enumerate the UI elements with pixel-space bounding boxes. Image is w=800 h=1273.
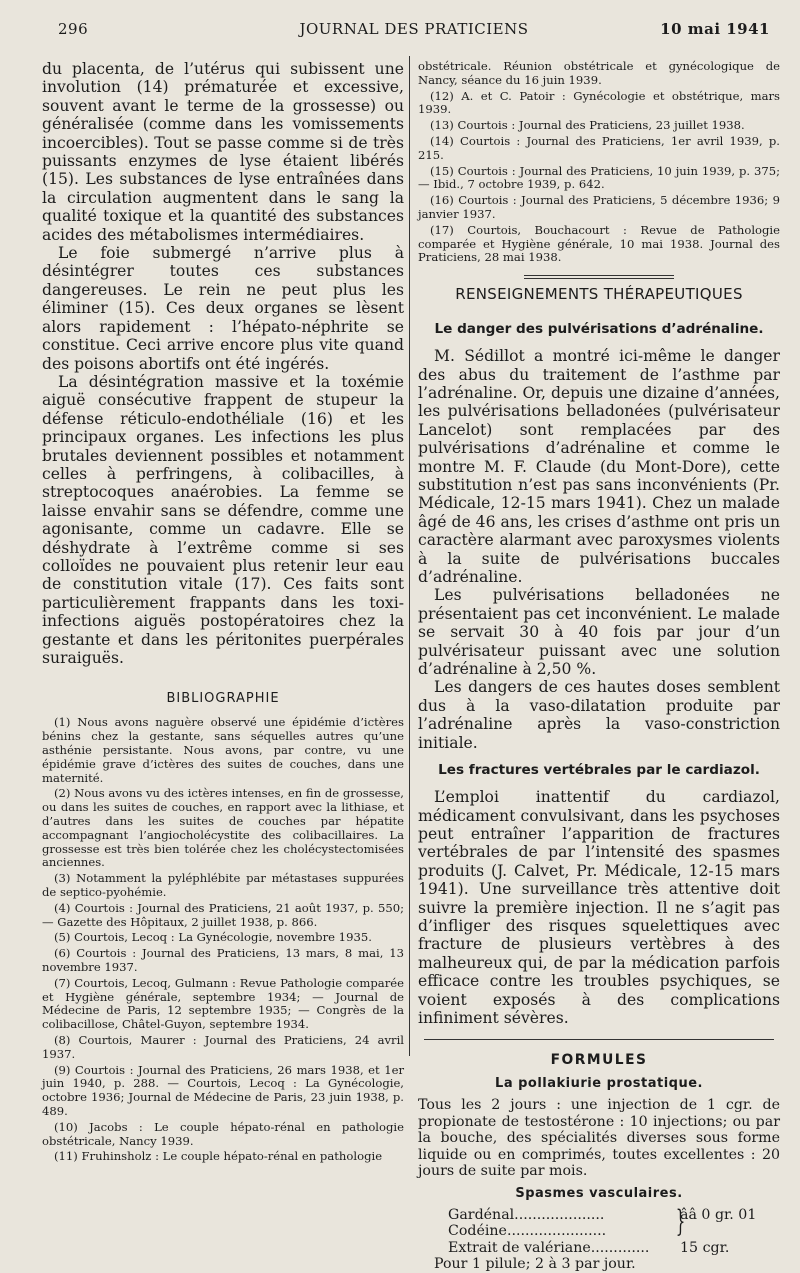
article-title: Les fractures vertébrales par le cardiazol. xyxy=(438,762,760,779)
bibliography-entry: (2) Nous avons vu des ictères intenses, en fin de grossesse, ou dans les suites de couches, en rapport avec la lithiase, et d’autres dans les suites de couches par hépatite accompagnant l’angiocholécystite des colibacillaires. La grossesse est très bien tolérée chez les cholécystectomisées anciennes. xyxy=(42,786,404,870)
right-column xyxy=(418,60,780,1273)
bibliography-entry: (1) Nous avons naguère observé une épidémie d’ictères bénins chez la gestante, sans séquelles autres qu’une asthénie persistante. Nous avons, par contre, vu une épidémie grave d’ictères des suites de couches, dans une maternité. xyxy=(42,715,404,785)
bibliography-entry: (7) Courtois, Lecoq, Gulmann : Revue Pathologie comparée et Hygiène générale, septembre 1934; — Journal de Médecine de Paris, 12 septembre 1935; — Congrès de la colibacillose, Châtel-Guyon, septembre 1934. xyxy=(42,975,404,1032)
bibliography-entry: (11) Fruhinsholz : Le couple hépato-rénal en pathologie xyxy=(54,1149,383,1164)
prescription-row xyxy=(418,1240,780,1257)
body-paragraph: L’emploi inattentif du cardiazol, médicament convulsivant, dans les psychoses peut entraîner l’apparition de fractures vertébrales de par l’intensité des spasmes produits (J. Calvet, Pr. Médicale, 12-15 mars 1941). Une surveillance très attentive doit suivre la première injection. Il ne s’agit pas d’infliger des risques squelettiques avec fracture de plusieurs vertèbres à des malheureux qui, de par la médication parfois efficace contre les troubles psychiques, se voient exposés à des complications infiniment sévères. xyxy=(418,788,780,1027)
prescription xyxy=(418,1203,780,1273)
body-paragraph: Les pulvérisations belladonées ne présentaient pas cet inconvénient. Le malade se servait 30 à 40 fois par jour d’un pulvérisateur puissant avec une solution d’adrénaline à 2,50 %. xyxy=(418,586,780,679)
column-divider xyxy=(409,56,410,1056)
bibliography-entry: (3) Notamment la pyléphlébite par métastases suppurées de septico-pyohémie. xyxy=(42,871,404,899)
formula-text: Tous les 2 jours : une injection de 1 cgr. de propionate de testostérone : 10 injections; ou par la bouche, des spécialités diverses sous forme liquide ou en comprimés, toutes excellentes : 20 jours de suite par mois. xyxy=(418,1097,780,1180)
body-paragraph: du placenta, de l’utérus qui subissent une involution (14) prématurée et excessive, souvent avant le terme de la grossesse) ou généralisée (comme dans les vomissements incoercibles). Tout se passe comme si de très puissants enzymes de lyse étaient libérés (15). Les substances de lyse entraînées dans la circulation augmentent dans le sang la qualité toxique et la quantité des substances acides des métabolismes intermédiaires. xyxy=(42,60,404,244)
bibliography-title: BIBLIOGRAPHIE xyxy=(166,691,280,707)
bibliography-entry: obstétricale. Réunion obstétricale et gynécologique de Nancy, séance du 16 juin 1939. xyxy=(418,59,780,87)
bibliography-entry: (13) Courtois : Journal des Praticiens, 23 juillet 1938. xyxy=(430,118,745,133)
bibliography-entry: (16) Courtois : Journal des Praticiens, 5 décembre 1936; 9 janvier 1937. xyxy=(418,193,780,221)
section-divider xyxy=(424,1039,774,1040)
dose: ââ 0 gr. 01 xyxy=(680,1206,757,1223)
ingredient: Codéine...................... xyxy=(448,1223,607,1240)
bibliography-entry: (17) Courtois, Bouchacourt : Revue de Pathologie comparée et Hygiène générale, 10 mai 1938. Journal des Praticiens, 28 mai 1938. xyxy=(418,222,780,265)
dose: 15 cgr. xyxy=(680,1239,730,1256)
section-divider xyxy=(524,275,674,279)
ingredient: Extrait de valériane............. xyxy=(448,1239,650,1256)
bibliography-entry: (4) Courtois : Journal des Praticiens, 21 août 1937, p. 550; — Gazette des Hôpitaux, 2 juillet 1938, p. 866. xyxy=(42,900,404,929)
brace: } xyxy=(675,1203,686,1239)
page-number: 296 xyxy=(58,20,89,38)
formules-title: FORMULES xyxy=(550,1052,648,1069)
page-header xyxy=(58,20,770,44)
journal-title: JOURNAL DES PRATICIENS xyxy=(299,20,529,38)
formula-title: La pollakiurie prostatique. xyxy=(495,1076,703,1092)
bibliography-entry: (14) Courtois : Journal des Praticiens, 1er avril 1939, p. 215. xyxy=(418,133,780,162)
bibliography-entry: (12) A. et C. Patoir : Gynécologie et obstétrique, mars 1939. xyxy=(418,88,780,117)
bibliography-entry: (6) Courtois : Journal des Praticiens, 13 mars, 8 mai, 13 novembre 1937. xyxy=(42,946,404,974)
body-paragraph: M. Sédillot a montré ici-même le danger des abus du traitement de l’asthme par l’adrénaline. Or, depuis une dizaine d’années, les pulvérisations belladonées (pulvérisateur Lancelot) sont remplacées par des pulvérisations d’adrénaline et comme le montre M. F. Claude (du Mont-Dore), cette substitution n’est pas sans inconvénients (Pr. Médicale, 12-15 mars 1941). Chez un malade âgé de 46 ans, les crises d’asthme ont pris un caractère alarmant avec paroxysmes violents à la suite de pulvérisations buccales d’adrénaline. xyxy=(418,347,780,587)
body-paragraph: Le foie submergé n’arrive plus à désintégrer toutes ces substances dangereuses. Le rein ne peut plus les éliminer (15). Ces deux organes se lèsent alors rapidement : l’hépato-néphrite se constitue. Ceci arrive encore plus vite quand des poisons abortifs ont été ingérés. xyxy=(42,244,404,373)
bibliography-entry: (9) Courtois : Journal des Praticiens, 26 mars 1938, et 1er juin 1940, p. 288. — Courtois, Lecoq : La Gynécologie, octobre 1936; Journal de Médecine de Paris, 23 juin 1938, p. 489. xyxy=(42,1062,404,1118)
section-title: RENSEIGNEMENTS THÉRAPEUTIQUES xyxy=(455,285,743,304)
issue-date: 10 mai 1941 xyxy=(660,20,770,38)
article-title: Le danger des pulvérisations d’adrénaline. xyxy=(434,321,764,338)
formula-title: Spasmes vasculaires. xyxy=(515,1185,683,1201)
bibliography-entry: (10) Jacobs : Le couple hépato-rénal en pathologie obstétricale, Nancy 1939. xyxy=(42,1119,404,1148)
bibliography-entry: (5) Courtois, Lecoq : La Gynécologie, novembre 1935. xyxy=(54,930,372,945)
body-paragraph: Les dangers de ces hautes doses semblent dus à la vaso-dilatation produite par l’adrénaline après la vaso-constriction initiale. xyxy=(418,678,780,752)
ingredient: Gardénal.................... xyxy=(448,1206,605,1223)
left-column xyxy=(42,60,404,1166)
bibliography-entry: (15) Courtois : Journal des Praticiens, 10 juin 1939, p. 375; — Ibid., 7 octobre 1939, p. 642. xyxy=(418,163,780,192)
prescription-row xyxy=(418,1223,780,1240)
prescription-posology: Pour 1 pilule; 2 à 3 par jour. xyxy=(434,1256,636,1273)
body-paragraph: La désintégration massive et la toxémie aiguë consécutive frappent de stupeur la défense réticulo-endothéliale (16) et les principaux organes. Les infections les plus brutales deviennent possibles et notamment celles à perfringens, à colibacilles, à streptocoques anaérobies. La femme se laisse envahir sans se défendre, comme une agonisante, comme un cadavre. Elle se déshydrate à l’extrême comme si ses colloïdes ne pouvaient plus retenir leur eau de constitution vitale (17). Ces faits sont particulièrement frappants dans les toxi-infections aiguës postopératoires chez la gestante et dans les péritonites puerpérales suraiguës. xyxy=(42,372,404,667)
bibliography-entry: (8) Courtois, Maurer : Journal des Praticiens, 24 avril 1937. xyxy=(42,1032,404,1061)
